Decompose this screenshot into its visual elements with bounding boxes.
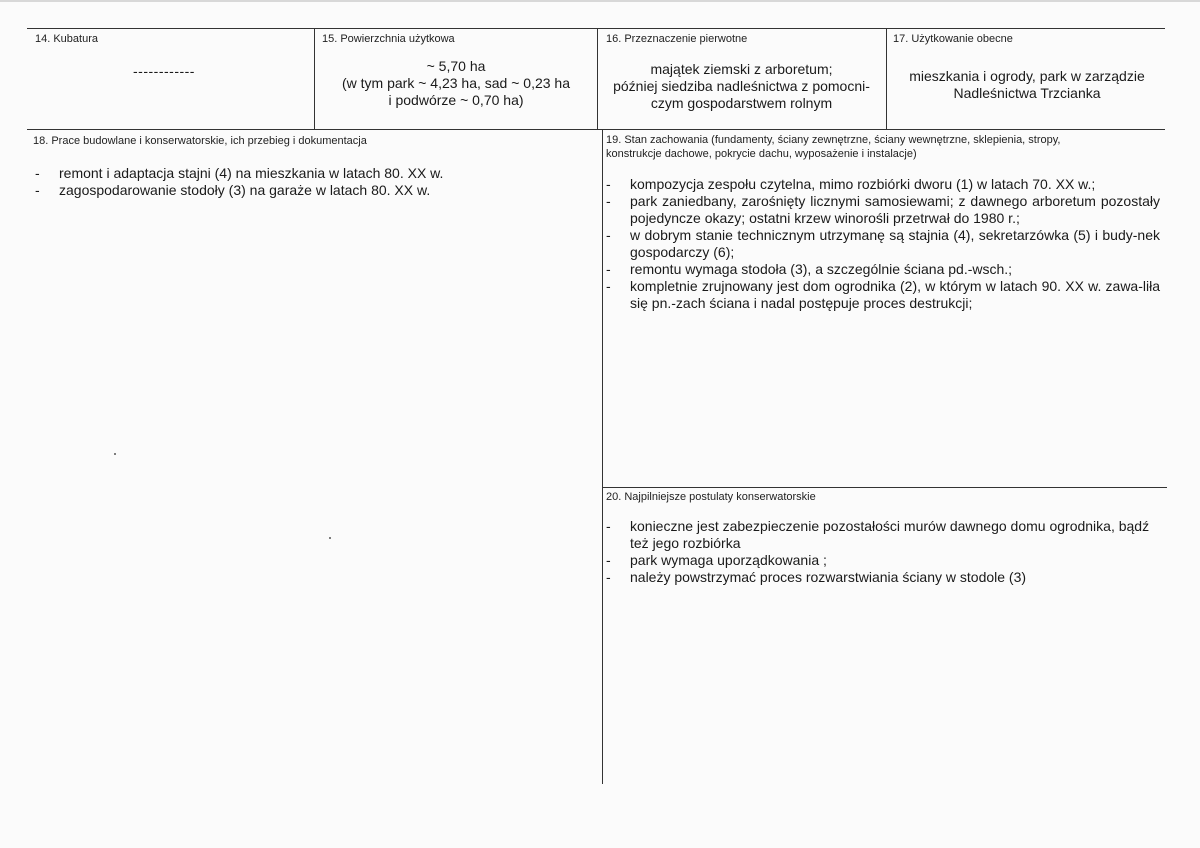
kubatura-value: ------------ [133, 63, 195, 79]
kubatura-label: 14. Kubatura [35, 33, 98, 45]
list-item: - remontu wymaga stodoła (3), a szczególnie ściana pd.-wsch.; [606, 261, 1013, 277]
bullet-dash: - [606, 261, 611, 277]
bullet-dash: - [606, 176, 611, 192]
divider-16-17 [886, 28, 887, 130]
prace-list [32, 165, 482, 199]
stan-list [603, 176, 1160, 312]
postulaty-list [603, 518, 1160, 586]
bullet-dash: - [606, 569, 611, 585]
list-item: - konieczne jest zabezpieczenie pozostałości murów dawnego domu ogrodnika, bądź też jego rozbiórka [606, 518, 1150, 551]
powierzchnia-value [318, 58, 594, 109]
powierzchnia-line-2: (w tym park ~ 4,23 ha, sad ~ 0,23 ha [341, 75, 571, 91]
bullet-dash: - [606, 227, 611, 243]
list-item: - kompletnie zrujnowany jest dom ogrodnika (2), w którym w latach 90. XX w. zawa-liła się pn.-zach ściana i nadal postępuje proces destrukcji; [606, 278, 1160, 311]
prace-label: 18. Prace budowlane i konserwatorskie, ich przebieg i dokumentacja [33, 135, 367, 147]
uzytkowanie-label: 17. Użytkowanie obecne [893, 33, 1013, 45]
przeznaczenie-line-1: majątek ziemski z arboretum; [650, 61, 833, 77]
uzytkowanie-line-2: Nadleśnictwa Trzcianka [953, 85, 1101, 101]
przeznaczenie-value [600, 61, 883, 112]
powierzchnia-label: 15. Powierzchnia użytkowa [322, 33, 455, 45]
przeznaczenie-line-2: później siedziba nadleśnictwa z pomocni- [613, 78, 870, 94]
powierzchnia-line-3: i podwórze ~ 0,70 ha) [388, 92, 524, 108]
przeznaczenie-line-3: czym gospodarstwem rolnym [650, 95, 833, 111]
list-item: - zagospodarowanie stodoły (3) na garaże w latach 80. XX w. [35, 182, 431, 198]
bullet-dash: - [35, 165, 40, 181]
stan-label-line-2: konstrukcje dachowe, pokrycie dachu, wyposażenie i instalacje) [606, 148, 917, 160]
row1-top-border [27, 28, 1165, 29]
bullet-dash: - [606, 193, 611, 209]
list-item: - należy powstrzymać proces rozwarstwiania ściany w stodole (3) [606, 569, 1027, 585]
uzytkowanie-line-1: mieszkania i ogrody, park w zarządzie [909, 68, 1145, 84]
list-item: - park wymaga uporządkowania ; [606, 552, 827, 568]
scan-top-edge [0, 0, 1200, 2]
list-item: - kompozycja zespołu czytelna, mimo rozbiórki dworu (1) w latach 70. XX w.; [606, 176, 1096, 192]
scan-speck [114, 453, 116, 455]
divider-14-15 [314, 28, 315, 130]
przeznaczenie-label: 16. Przeznaczenie pierwotne [606, 33, 748, 45]
bullet-dash: - [606, 518, 611, 534]
divider-15-16 [597, 28, 598, 130]
list-item: - remont i adaptacja stajni (4) na mieszkania w latach 80. XX w. [35, 165, 444, 181]
uzytkowanie-value [889, 68, 1165, 102]
stan-label-line-1: 19. Stan zachowania (fundamenty, ściany zewnętrzne, ściany wewnętrzne, sklepienia, stropy, [606, 134, 1061, 146]
stan-label [606, 133, 1166, 161]
list-item: - park zaniedbany, zarośnięty licznymi samosiewami; z dawnego arboretum pozostały pojedyncze okazy; ostatni krzew winorośli przetrwał do 1980 r.; [606, 193, 1160, 226]
divider-19-20 [602, 487, 1167, 488]
row1-bottom-border [27, 129, 1165, 130]
scan-speck [329, 537, 331, 539]
bullet-dash: - [606, 278, 611, 294]
postulaty-label: 20. Najpilniejsze postulaty konserwatorskie [606, 491, 816, 503]
list-item: - w dobrym stanie technicznym utrzymanę są stajnia (4), sekretarzówka (5) i budy-nek gospodarczy (6); [606, 227, 1160, 260]
bullet-dash: - [35, 182, 40, 198]
powierzchnia-line-1: ~ 5,70 ha [426, 58, 486, 74]
bullet-dash: - [606, 552, 611, 568]
